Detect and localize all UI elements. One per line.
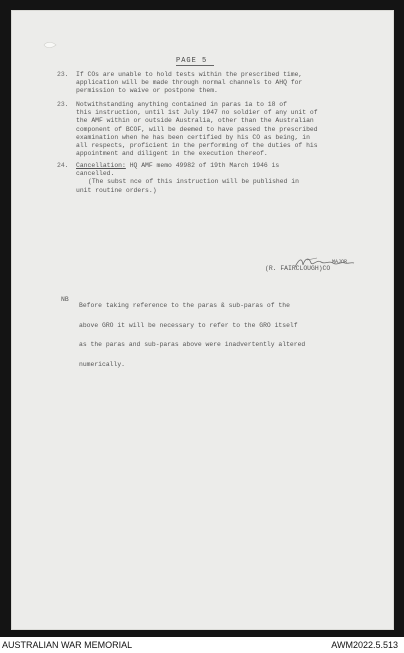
- paragraph-line: permission to waive or postpone them.: [76, 87, 218, 95]
- paragraph-line: component of BCOF, will be deemed to have passed the prescribed: [76, 125, 318, 133]
- nb-line: numerically.: [79, 360, 126, 368]
- paragraph-line: the AMF within or outside Australia, other than the Australian: [76, 117, 314, 125]
- paragraph-line: all respects, proficient in the performing of the duties of his: [76, 142, 318, 150]
- paragraph-line: unit routine orders.): [76, 186, 157, 194]
- paragraph-body: [76, 101, 366, 158]
- paragraph-line: If COs are unable to hold tests within the prescribed time,: [76, 71, 303, 78]
- paragraph-number: 24.: [57, 162, 69, 169]
- footer-accession-number: AWM2022.5.513: [331, 640, 398, 650]
- paragraph-body: [76, 71, 366, 96]
- paper-damage-mark: [43, 40, 57, 50]
- archive-footer: [0, 637, 404, 653]
- paragraph-line: this instruction, until 1st July 1947 no soldier of any unit of: [76, 109, 318, 117]
- paragraph-line: [76, 162, 366, 170]
- paragraph-number: 23.: [57, 101, 69, 108]
- paragraph-line: cancelled.: [76, 170, 115, 178]
- document-page: [11, 10, 394, 630]
- cancellation-heading: Cancellation:: [76, 162, 126, 169]
- nb-line: Before taking reference to the paras & sub-paras of the: [79, 302, 290, 309]
- title-underline: [176, 65, 214, 66]
- signatory-name: (R. FAIRCLOUGH): [265, 265, 323, 272]
- paragraph-line: appointment and diligent in the execution thereof.: [76, 150, 268, 158]
- signature-rank: MAJOR: [332, 259, 348, 265]
- paragraph-body: [76, 162, 366, 195]
- signature-name: [265, 265, 330, 273]
- footer-institution: AUSTRALIAN WAR MEMORIAL: [2, 640, 133, 650]
- paragraph-line: examination when he has been certified by his CO as being, in: [76, 133, 310, 141]
- page-title: PAGE 5: [176, 57, 208, 65]
- paragraph-line: application will be made through normal channels to AHQ for: [76, 79, 303, 87]
- paragraph-number: 23.: [57, 71, 69, 78]
- nb-body: [79, 296, 305, 374]
- signatory-rank-suffix: CO: [322, 265, 331, 272]
- nb-line: above GRO it will be necessary to refer to the GRO itself: [79, 321, 298, 329]
- nb-line: as the paras and sub-paras above were inadvertently altered: [79, 341, 306, 348]
- paragraph-line: (The subst nce of this instruction will be published in: [88, 178, 299, 186]
- paragraph-line: Notwithstanding anything contained in paras 1a to 18 of: [76, 101, 287, 108]
- nb-label: NB: [61, 296, 69, 303]
- paragraph-line-text: HQ AMF memo 49982 of 19th March 1946 is: [129, 162, 280, 169]
